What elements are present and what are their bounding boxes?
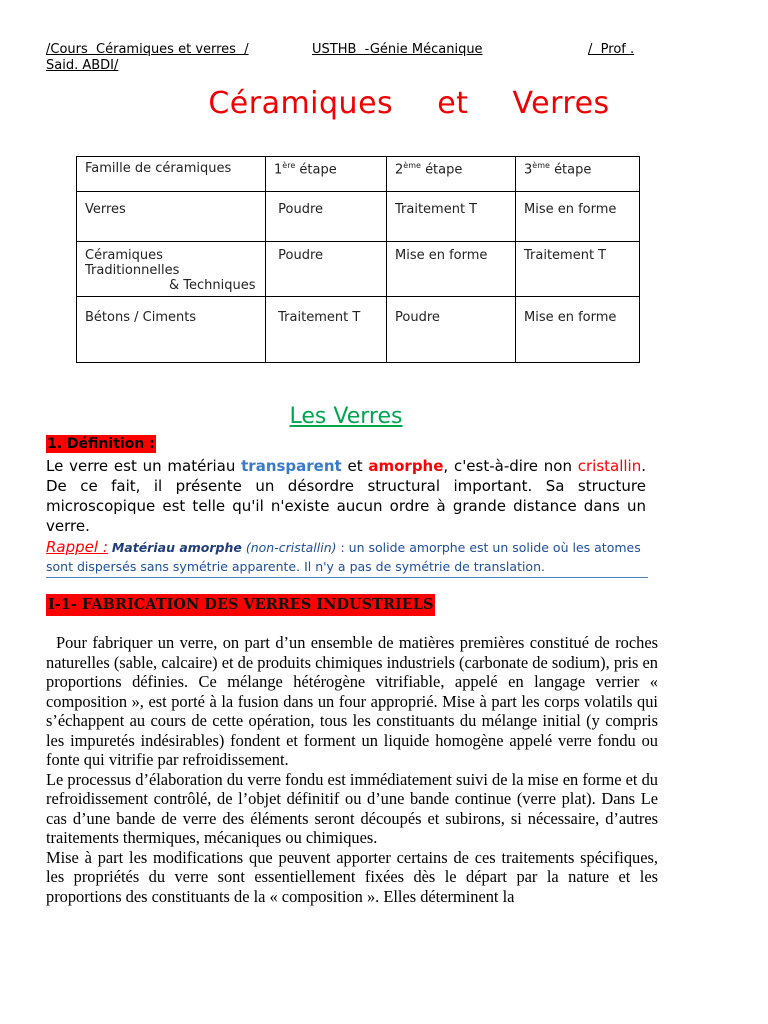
term-cristallin: cristallin — [577, 457, 642, 475]
fabrication-heading: I-1- FABRICATION DES VERRES INDUSTRIELS — [46, 594, 435, 616]
term-transparent: transparent — [241, 457, 342, 475]
document-title: Céramiques et Verres — [208, 86, 610, 121]
table-cell-family: Verres — [77, 192, 266, 242]
table-cell-step1: Traitement T — [266, 297, 387, 363]
rappel-term: Matériau amorphe — [111, 540, 242, 555]
table-cell-step3: Mise en forme — [516, 192, 640, 242]
fabrication-body — [46, 633, 658, 906]
table-row — [77, 297, 640, 363]
rappel-label: Rappel : — [46, 538, 108, 556]
table-cell-family: Bétons / Ciments — [77, 297, 266, 363]
paragraph: Mise à part les modifications que peuvent apporter certains de ces traitements spécifiques, les propriétés du verre sont essentiellement fixées dès le départ par la nature et les proportions des constituants de la « composition ». Elles déterminent la — [46, 847, 658, 906]
page-header — [46, 42, 646, 74]
header-school: USTHB -Génie Mécanique — [312, 42, 483, 57]
table-cell-step2: Poudre — [387, 297, 516, 363]
table-cell-step1: Poudre — [266, 192, 387, 242]
paragraph: Pour fabriquer un verre, on part d’un ensemble de matières premières constitué de roches naturelles (sable, calcaire) et de produits chimiques industriels (carbonate de sodium), pris en proportions définies. Ce mélange hétérogène vitrifiable, appelé en langage verrier « composition », est porté à la fusion dans un four approprié. Mise à part les corps volatils qui s’échappent au cours de cette opération, tous les constituants du mélange initial (y compris les impuretés indésirables) fondent et forment un liquide homogène appelé verre fondu ou fonte qui vitrifie par refroidissement. — [46, 633, 658, 769]
rappel-note: Rappel : Matériau amorphe (non-cristallin) : un solide amorphe est un solide où les atomes sont dispersés sans symétrie apparente. Il n'y a pas de symétrie de translation. — [46, 538, 648, 578]
term-amorphe: amorphe — [368, 457, 444, 475]
header-author: Said. ABDI/ — [46, 58, 119, 73]
table-row — [77, 242, 640, 297]
table-row — [77, 192, 640, 242]
section-title: Les Verres — [289, 404, 403, 429]
table-header-step2: 2ème étape — [387, 157, 516, 192]
table-header-step1: 1ère étape — [266, 157, 387, 192]
table-header-step3: 3ème étape — [516, 157, 640, 192]
header-line — [46, 42, 646, 58]
paragraph: Le processus d’élaboration du verre fondu est immédiatement suivi de la mise en forme et du refroidissement contrôlé, de l’objet définitif ou d’une bande continue (verre plat). Dans Le cas d’une bande de verre des éléments seront découpés et subirons, si nécessaire, d’autres traitements thermiques, mécaniques ou chimiques. — [46, 769, 658, 847]
table-cell-step2: Mise en forme — [387, 242, 516, 297]
definition-heading: 1. Définition : — [47, 436, 155, 452]
table-header-row — [77, 157, 640, 192]
definition-text: Le verre est un matériau transparent et amorphe, c'est-à-dire non cristallin. De ce fait, il présente un désordre structural important. Sa structure microscopique est telle qu'il n'existe aucun ordre à grande distance dans un verre. — [46, 457, 646, 535]
table-cell-step1: Poudre — [266, 242, 387, 297]
header-course: /Cours Céramiques et verres / — [46, 42, 249, 57]
ceramic-families-table — [76, 156, 640, 363]
header-prof: / Prof . — [588, 42, 635, 57]
table-cell-family: Céramiques Traditionnelles & Techniques — [77, 242, 266, 297]
table-cell-step2: Traitement T — [387, 192, 516, 242]
table-cell-step3: Traitement T — [516, 242, 640, 297]
table-cell-step3: Mise en forme — [516, 297, 640, 363]
table-header-family: Famille de céramiques — [77, 157, 266, 192]
